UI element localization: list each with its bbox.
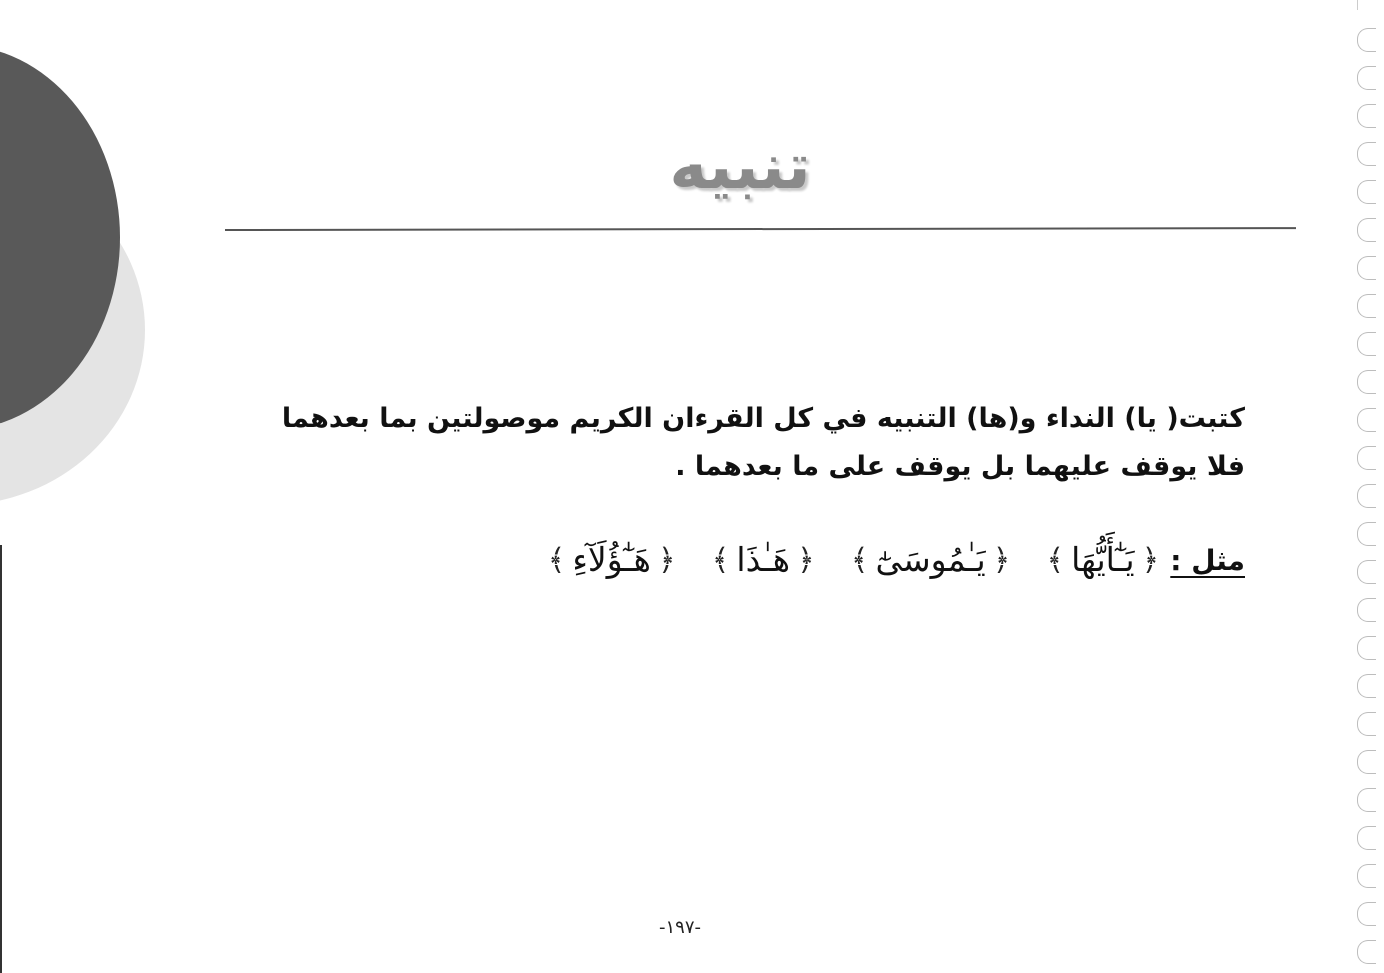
binding-ring: [1357, 332, 1376, 356]
bracket-close: ﴾: [1046, 542, 1065, 578]
binding-ring: [1357, 104, 1376, 128]
bracket-open: ﴿: [657, 542, 676, 578]
example-word-3: هَـٰذَا: [736, 540, 790, 579]
binding-ring: [1357, 750, 1376, 774]
binding-ring: [1357, 522, 1376, 546]
binding-ring: [1357, 446, 1376, 470]
bracket-close: ﴾: [850, 542, 869, 578]
binding-tick: [1357, 0, 1358, 10]
example-word-1: يَـٰٓأَيُّهَا: [1071, 540, 1135, 579]
binding-ring: [1357, 218, 1376, 242]
binding-ring: [1357, 142, 1376, 166]
bracket-open: ﴿: [797, 542, 815, 578]
binding-ring: [1357, 674, 1376, 698]
binding-ring: [1357, 408, 1376, 432]
binding-ring: [1357, 484, 1376, 508]
binding-ring: [1357, 180, 1376, 204]
binding-ring: [1357, 28, 1376, 52]
binding-ring: [1357, 712, 1376, 736]
bracket-close: ﴾: [711, 542, 730, 578]
example-word-4: هَـٰٓؤُلَآءِ: [572, 540, 651, 579]
body-paragraph: [250, 395, 1245, 491]
bracket-open: ﴿: [1141, 542, 1160, 578]
example-word-2: يَـٰمُوسَىٰٓ: [875, 540, 986, 579]
title-divider: [225, 227, 1296, 231]
binding-ring: [1357, 256, 1376, 280]
binding-ring: [1357, 560, 1376, 584]
bracket-open: ﴿: [992, 542, 1011, 578]
binding-ring: [1357, 902, 1376, 926]
bracket-close: ﴾: [547, 542, 566, 578]
binding-ring: [1357, 788, 1376, 812]
binding-ring: [1357, 636, 1376, 660]
binding-ring: [1357, 826, 1376, 850]
spiral-binding: [1344, 0, 1384, 973]
page-title: تنبيه: [669, 130, 811, 204]
binding-ring: [1357, 864, 1376, 888]
example-line: [520, 530, 1245, 600]
paragraph-line-1: كتبت( يا) النداء و(ها) التنبيه في كل القرءان الكريم موصولتين بما بعدهما: [281, 403, 1245, 434]
left-edge-line: [0, 545, 2, 973]
example-label: مثل :: [1170, 543, 1245, 577]
binding-ring: [1357, 294, 1376, 318]
binding-ring: [1357, 66, 1376, 90]
binding-ring: [1357, 598, 1376, 622]
paragraph-line-2: فلا يوقف عليهما بل يوقف على ما بعدهما .: [675, 451, 1245, 482]
page-number: -١٩٧-: [658, 917, 701, 938]
binding-ring: [1357, 370, 1376, 394]
binding-ring: [1357, 940, 1376, 964]
